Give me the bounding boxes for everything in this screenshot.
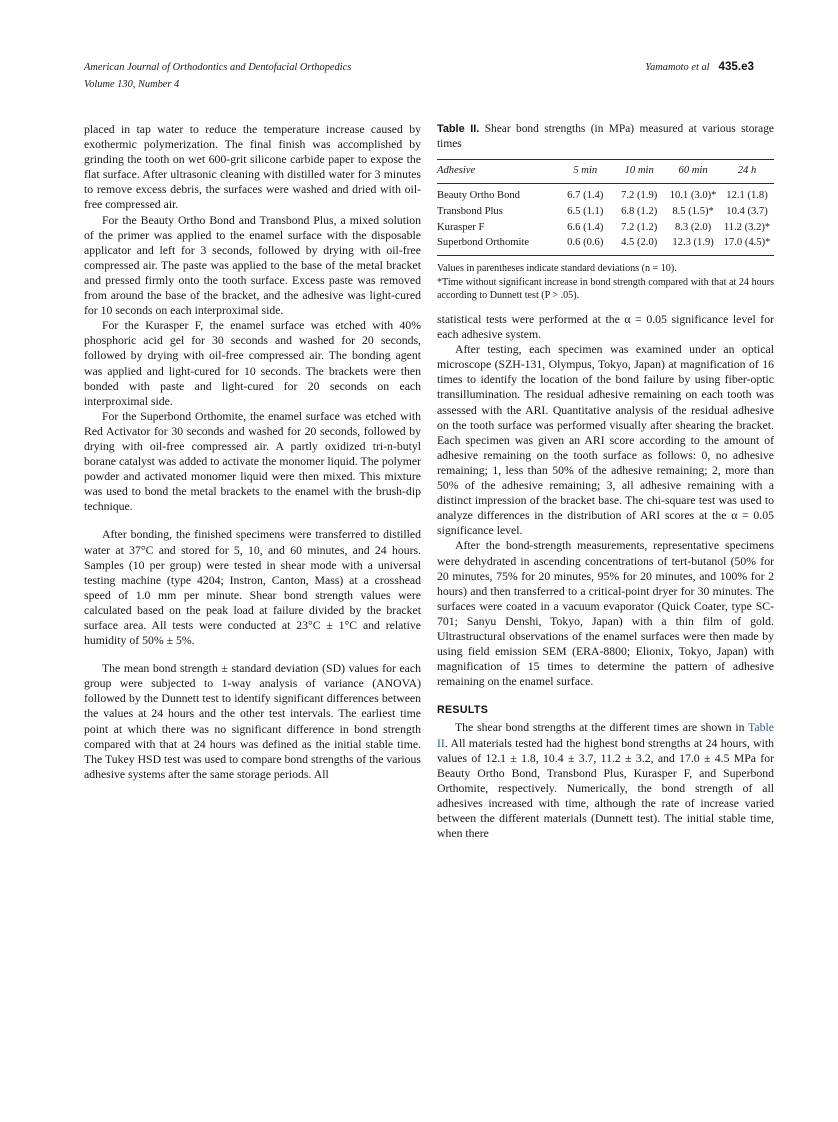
shear-bond-strength-table [437,159,774,256]
table-row [437,220,774,236]
paragraph: statistical tests were performed at the α = 0.05 significance level for each adhesive system. [437,313,774,342]
results-text-after-xref: . All materials tested had the highest bond strengths at 24 hours, with values of 12.1 ± 1.8, 10.4 ± 3.7, 11.2 ± 3.2, and 17.0 ± 4.5 MPa for Beauty Ortho Bond, Transbond Plus, Kurasper F, and Superbond Orthomite, respectively. Numerically, the bond strength of all adhesives increased with time, although the rate of increase varied between the different materials (Dunnett test). The initial stable time, when there [437,736,774,841]
cell-5min: 6.7 (1.4) [567,190,604,202]
table-caption [437,122,774,152]
right-column [437,312,774,841]
cell-adhesive: Superbond Orthomite [437,237,530,249]
paragraph: The mean bond strength ± standard deviation (SD) values for each group were subjected to 1-way analysis of variance (ANOVA) followed by the Dunnett test to identify significant differences between the values at 24 hours and the other test intervals. The earliest time point at which there was no significant difference in bond strength compared with that at 24 hours was defined as the initial stable time. The Tukey HSD test was used to compare bond strengths of the various adhesive systems after the same storage periods. All [84,662,421,781]
page-number: 435.e3 [718,60,754,73]
column-header-24h: 24 h [720,160,774,184]
table-ii [437,122,774,302]
cell-adhesive: Kurasper F [437,221,485,233]
cell-60min: 12.3 (1.9) [672,237,714,249]
table-note-asterisk: *Time without significant increase in bond strength compared with that at 24 hours according to Dunnett test (P > .05). [437,276,774,301]
journal-title: American Journal of Orthodontics and Dentofacial Orthopedics [84,62,352,73]
column-header-10min: 10 min [612,160,666,184]
table-ii-crossreference-link[interactable]: Table II [437,721,774,750]
cell-60min: 8.3 (2.0) [674,221,712,233]
cell-5min: 0.6 (0.6) [567,237,604,249]
cell-24h: 11.2 (3.2)* [723,221,771,233]
column-header-5min: 5 min [558,160,612,184]
running-head-authors: Yamamoto et al [645,62,710,73]
table-caption-text: Shear bond strengths (in MPa) measured at various storage times [437,123,774,151]
paragraph: For the Kurasper F, the enamel surface was etched with 40% phosphoric acid gel for 30 seconds and washed for 20 seconds, followed by drying with oil-free compressed air. The bonding agent was applied and light-cured for 10 seconds. The brackets were then bonded with paste and light-cured for 20 seconds on each interproximal side. [84,319,421,408]
cell-10min: 7.2 (1.9) [621,190,658,202]
cell-adhesive: Beauty Ortho Bond [437,190,520,202]
cell-60min: 8.5 (1.5)* [672,206,714,217]
table-header-row [437,160,774,184]
table-note-sd: Values in parentheses indicate standard deviations (n = 10). [437,263,677,275]
left-column [84,122,421,782]
paragraph: For the Superbond Orthomite, the enamel surface was etched with Red Activator for 30 seconds and washed for 20 seconds, followed by drying with oil-free compressed air. A partly oxidized tri-n-butyl borane catalyst was added to activate the monomer liquid. The polymer powder and activated monomer liquid were then mixed. This mixture was used to bond the metal brackets to the enamel with the brush-dip technique. [84,409,421,514]
column-header-60min: 60 min [666,160,720,184]
cell-24h: 12.1 (1.8) [726,190,768,202]
cell-adhesive: Transbond Plus [437,206,503,217]
table-row [437,184,774,204]
paragraph: After bonding, the finished specimens were transferred to distilled water at 37°C and stored for 5, 10, and 60 minutes, and 24 hours. Samples (10 per group) were tested in shear mode with a universal testing machine (type 4204; Instron, Canton, Mass) at a crosshead speed of 1.0 mm per minute. Shear bond strength values were calculated based on the peak load at failure divided by the bracket surface area. All tests were conducted at 23°C ± 1°C and relative humidity of 50% ± 5%. [84,528,421,648]
paragraph-results [437,720,774,841]
paragraph: For the Beauty Ortho Bond and Transbond Plus, a mixed solution of the primer was applied to the enamel surface with the disposable applicator and left for 3 seconds, followed by drying with oil-free compressed air. The paste was applied to the base of the metal bracket and pressed firmly onto the tooth surface. Excess paste was removed from around the base of the bracket, and the adhesive was light-cured for 10 seconds on each interproximal side. [84,213,421,318]
table-label: Table II. [437,123,480,135]
journal-volume-issue: Volume 130, Number 4 [84,78,180,90]
running-head [84,60,754,93]
table-notes [437,262,774,302]
table-row [437,235,774,255]
section-heading-results: RESULTS [437,704,489,717]
paragraph: placed in tap water to reduce the temperature increase caused by exothermic polymerization. The final finish was accomplished by grinding the tooth on wet 600-grit silicone carbide paper to expose the flat surface. After ultrasonic cleaning with distilled water for 3 minutes to remove excess debris, the surfaces were washed and dried with oil-free compressed air. [84,123,421,212]
paragraph: After testing, each specimen was examined under an optical microscope (SZH-131, Olympus, Tokyo, Japan) at magnification of 16 times to identify the location of the bond failure by using fiber-optic transillumination. The residual adhesive remaining on each tooth was assessed with the ARI. Quantitative analysis of the residual adhesive on the tooth surface was performed visually after shearing the bracket. Each specimen was given an ARI score according to the amount of adhesive remaining on the tooth surface as follows: 0, no adhesive remaining; 1, less than 50% of the adhesive remaining; 2, more than 50% of the adhesive remaining; 3, all adhesive remaining with a distinct impression of the bracket base. The chi-square test was used to analyze differences in the distribution of ARI scores at the α = 0.05 significance level. [437,343,774,538]
table-header [437,160,774,184]
paragraph: After the bond-strength measurements, representative specimens were dehydrated in ascending concentrations of tert-butanol (50% for 20 minutes, 75% for 20 minutes, 95% for 20 minutes, and 100% for 2 hours) and then transferred to a critical-point dryer for 30 minutes. The surfaces were coated in a vacuum evaporator (Quick Coater, type SC-701; Sanyu Denshi, Tokyo, Japan) with a thin film of gold. Ultrastructural observations of the enamel surfaces were then made by using field emission SEM (ERA-8800; Elionix, Tokyo, Japan) with magnification of 15 times to determine the pattern of adhesive remaining on the enamel surface. [437,539,774,689]
cell-10min: 7.2 (1.2) [621,221,658,233]
table-body [437,184,774,256]
running-head-journal [84,60,351,93]
cell-60min: 10.1 (3.0)* [669,190,717,202]
cell-10min: 4.5 (2.0) [621,237,658,249]
cell-10min: 6.8 (1.2) [621,206,658,217]
cell-24h: 17.0 (4.5)* [723,237,771,249]
column-header-adhesive: Adhesive [437,160,558,184]
cell-5min: 6.6 (1.4) [567,221,604,233]
cell-5min: 6.5 (1.1) [567,206,604,217]
running-head-right [645,60,754,73]
table-row [437,204,774,220]
results-text-before-xref: The shear bond strengths at the different times are shown in [455,721,749,735]
cell-24h: 10.4 (3.7) [726,206,768,217]
